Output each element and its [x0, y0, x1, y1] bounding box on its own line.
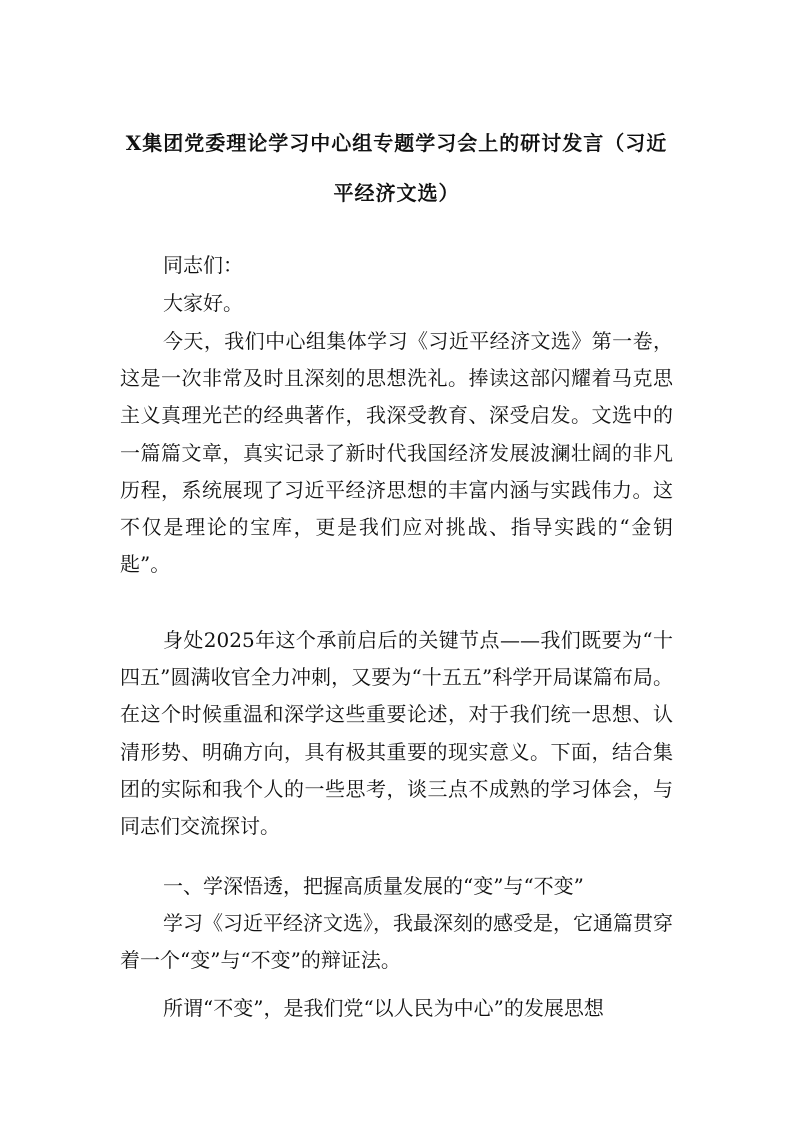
section-1-paragraph-2: 所谓“不变”，是我们党“以人民为中心”的发展思想: [163, 996, 604, 1020]
document-title-line-1: X集团党委理论学习中心组专题学习会上的研讨发言（习近: [125, 131, 668, 155]
body-paragraph-intro: 今天，我们中心组集体学习《习近平经济文选》第一卷，这是一次非常及时且深刻的思想洗礼。捧读这部闪耀着马克思主义真理光芒的经典著作，我深受教育、深受启发。文选中的一篇篇文章，真实记录了新时代我国经济发展波澜壮阔的非凡历程，系统展现了习近平经济思想的丰富内涵与实践伟力。这不仅是理论的宝库，更是我们应对挑战、指导实践的“金钥匙”。: [120, 329, 673, 577]
body-paragraph-context: 身处2025年这个承前启后的关键节点——我们既要为“十四五”圆满收官全力冲刺，又要为“十五五”科学开局谋篇布局。在这个时候重温和深学这些重要论述，对于我们统一思想、认清形势、明确方向，具有极其重要的现实意义。下面，结合集团的实际和我个人的一些思考，谈三点不成熟的学习体会，与同志们交流探讨。: [120, 628, 673, 839]
section-1-paragraph-1: 学习《习近平经济文选》，我最深刻的感受是，它通篇贯穿着一个“变”与“不变”的辩证法。: [120, 911, 673, 973]
section-heading-1: 一、学深悟透，把握高质量发展的“变”与“不变”: [163, 874, 584, 898]
salutation: 同志们：: [163, 253, 243, 277]
document-title-line-2: 平经济文选）: [333, 181, 460, 205]
greeting: 大家好。: [163, 291, 243, 315]
